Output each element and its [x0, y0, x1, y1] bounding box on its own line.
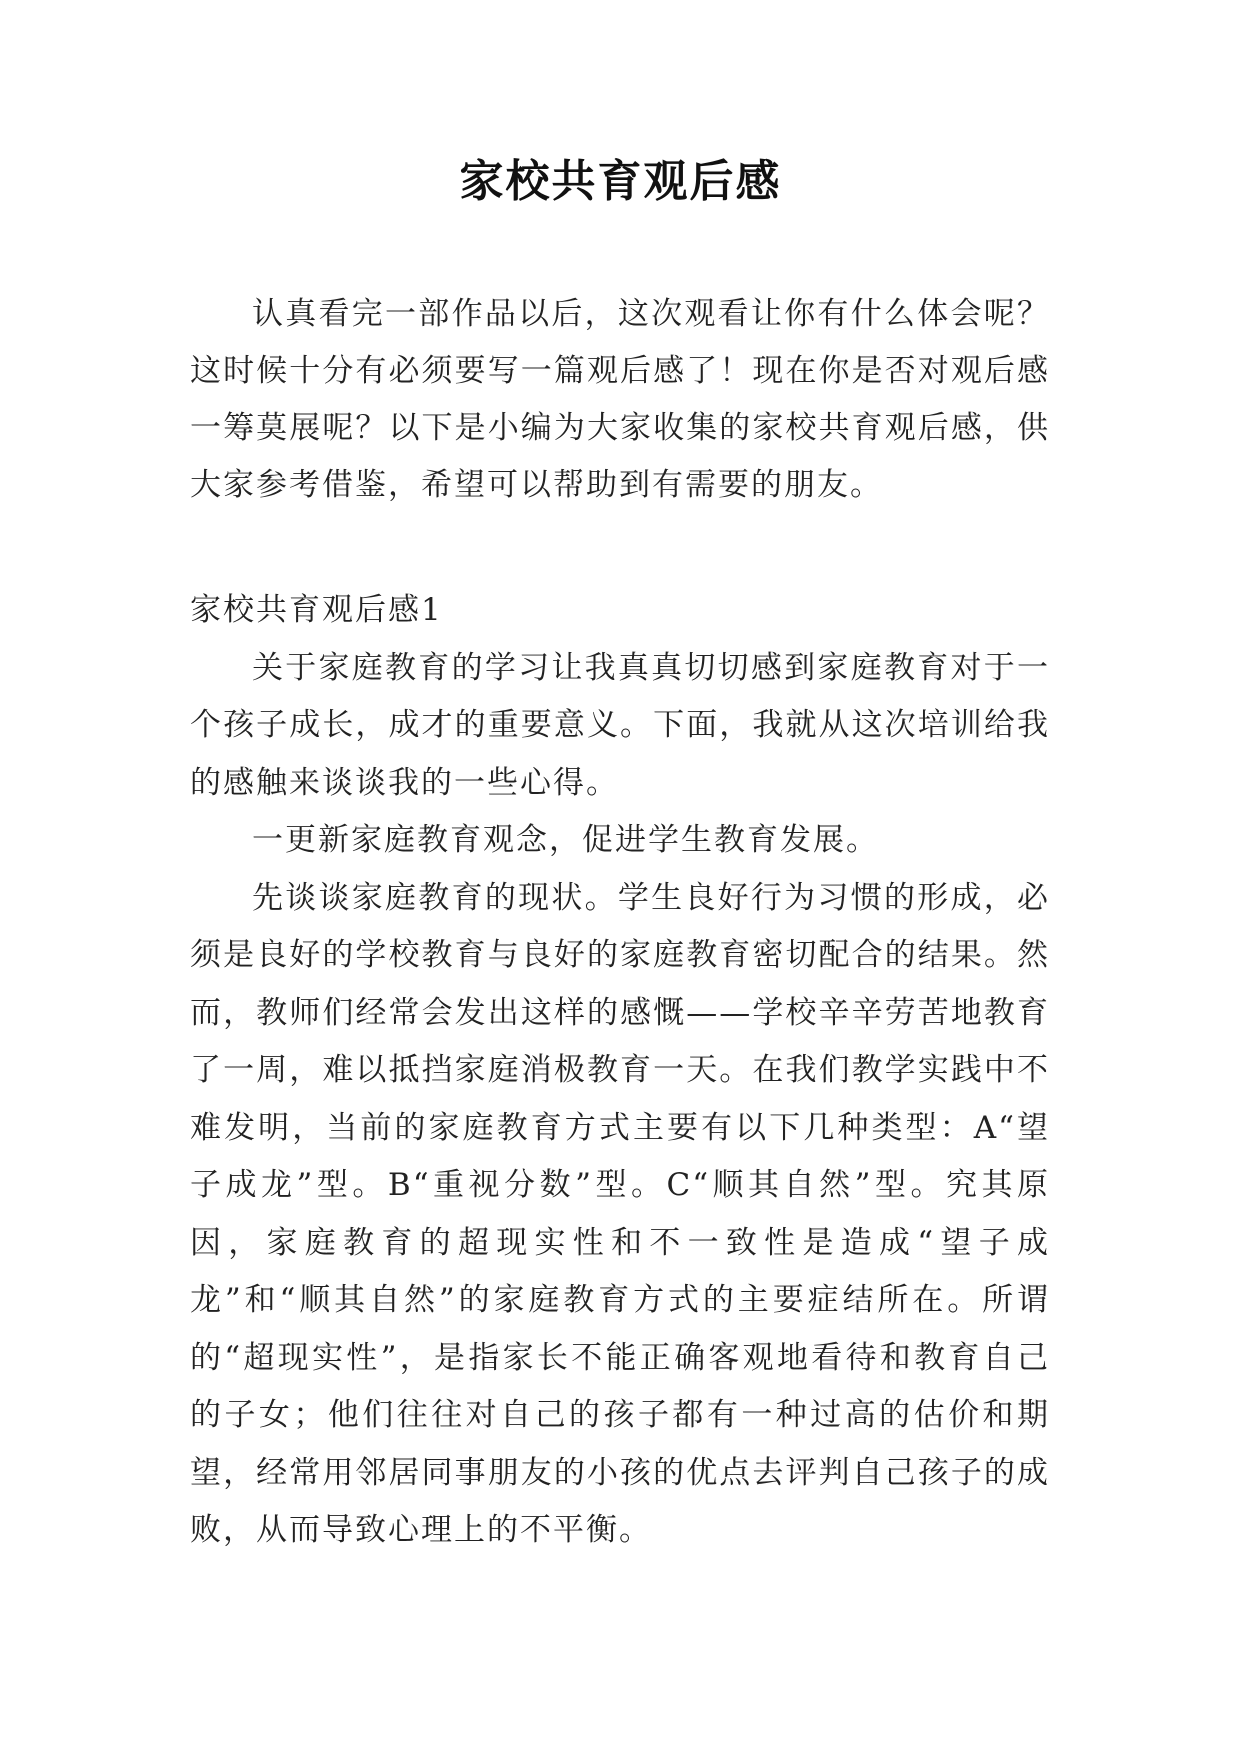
body-paragraph-2: 一更新家庭教育观念，促进学生教育发展。	[252, 822, 879, 858]
body-paragraph-1: 关于家庭教育的学习让我真真切切感到家庭教育对于一个孩子成长，成才的重要意义。下面，我就从这次培训给我的感触来谈谈我的一些心得。	[190, 649, 1050, 801]
section-heading: 家校共育观后感1	[190, 592, 443, 628]
document-title: 家校共育观后感	[459, 156, 782, 207]
section-1	[190, 582, 1050, 1560]
intro-paragraph: 认真看完一部作品以后，这次观看让你有什么体会呢？这时候十分有必须要写一篇观后感了！现在你是否对观后感一筹莫展呢？以下是小编为大家收集的家校共育观后感，供大家参考借鉴，希望可以帮助到有需要的朋友。	[190, 296, 1050, 503]
intro-block	[190, 286, 1050, 514]
body-paragraph-3: 先谈谈家庭教育的现状。学生良好行为习惯的形成，必须是良好的学校教育与良好的家庭教育密切配合的结果。然而，教师们经常会发出这样的感慨——学校辛辛劳苦地教育了一周，难以抵挡家庭消极教育一天。在我们教学实践中不难发明，当前的家庭教育方式主要有以下几种类型：A“望子成龙”型。B“重视分数”型。C“顺其自然”型。究其原因，家庭教育的超现实性和不一致性是造成“望子成龙”和“顺其自然”的家庭教育方式的主要症结所在。所谓的“超现实性”，是指家长不能正确客观地看待和教育自己的子女；他们往往对自己的孩子都有一种过高的估价和期望，经常用邻居同事朋友的小孩的优点去评判自己孩子的成败，从而导致心理上的不平衡。	[190, 879, 1050, 1548]
